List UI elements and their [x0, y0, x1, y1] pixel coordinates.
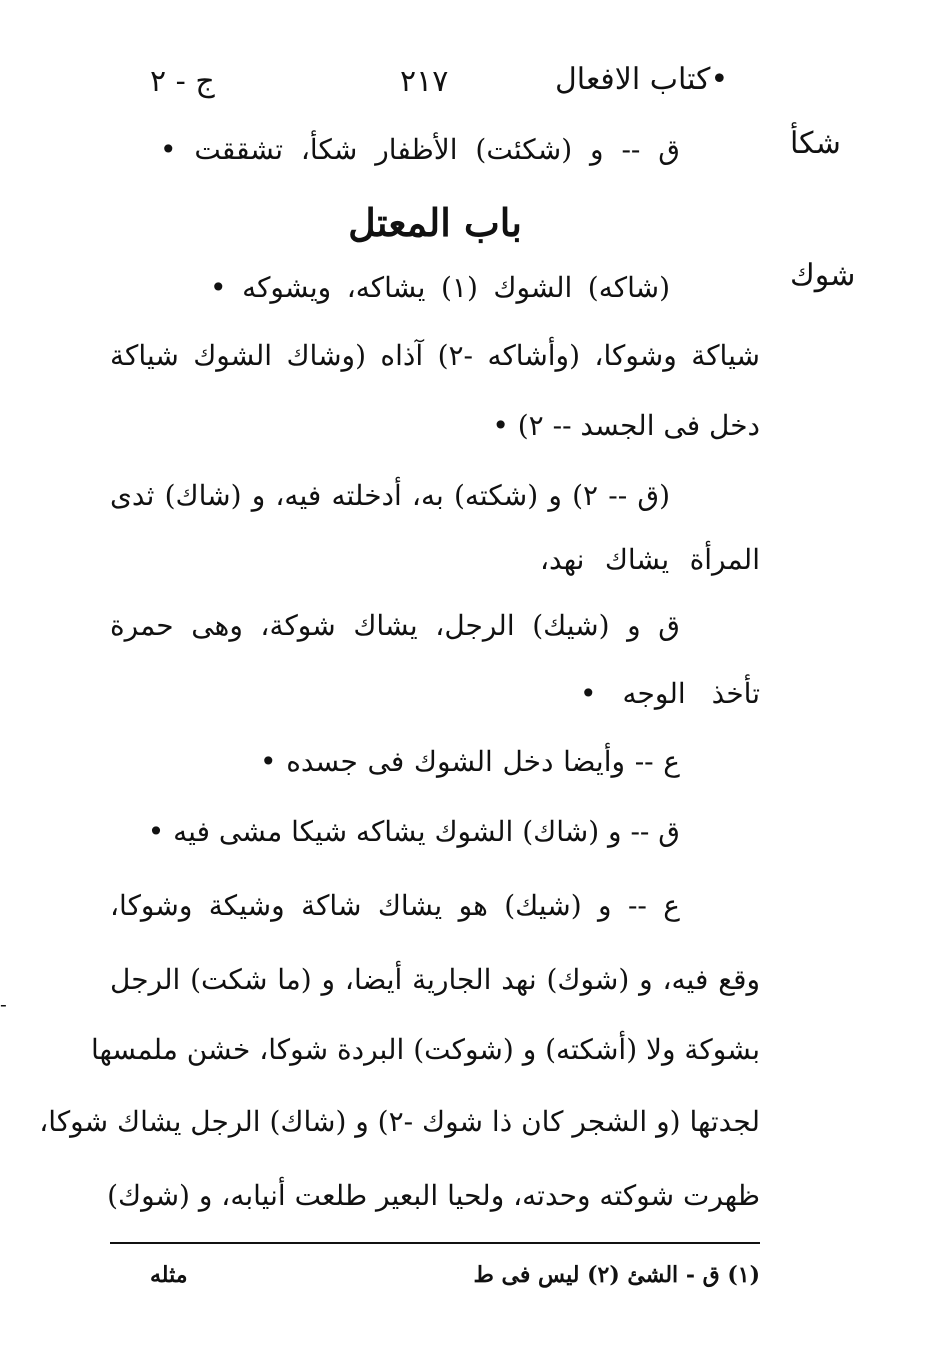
text-line: ظهرت شوكته وحدته، ولحيا البعير طلعت أنيابه، و (شوك): [107, 1179, 760, 1212]
book-title: •كتاب الافعال: [555, 62, 729, 97]
text-line: ع -- و (شيك) هو يشاك شاكة وشيكة وشوكا،: [110, 889, 680, 922]
text-line: لجدتها (و الشجر كان ذا شوك -٢) و (شاك) الرجل يشاك شوكا،: [39, 1105, 760, 1138]
scan-mark: -: [0, 992, 7, 1016]
section-title: باب المعتل: [348, 200, 522, 245]
footnote-text: (١) ق - الشئ (٢) ليس فى ط: [473, 1262, 760, 1288]
volume-label: ج - ٢: [150, 64, 215, 99]
footnote-rule: [110, 1242, 760, 1244]
text-line: وقع فيه، و (شوك) نهد الجارية أيضا، و (ما شكت) الرجل: [110, 963, 760, 996]
text-line: بشوكة ولا (أشكته) و (شوكت) البردة شوكا، خشن ملمسها: [90, 1033, 760, 1066]
text-line: ق -- و (شاك) الشوك يشاكه شيكا مشى فيه •: [147, 815, 680, 848]
text-line: ق -- و (شكئت) الأظفار شكأ، تشققت •: [160, 133, 680, 166]
text-line: شياكة وشوكا، (وأشاكه -٢) آذاه (وشاك الشوك شياكة: [110, 339, 760, 372]
margin-word-shawk: شوك: [790, 258, 856, 293]
page-number: ٢١٧: [400, 64, 449, 99]
text-line: تأخذ الوجه •: [580, 677, 760, 710]
text-line: (ق -- ٢) و (شكته) به، أدخلته فيه، و (شاك) ثدى: [110, 479, 670, 512]
text-line: المرأة يشاك نهد،: [540, 543, 760, 576]
text-line: دخل فى الجسد -- ٢) •: [492, 409, 760, 442]
catchword: مثله: [150, 1262, 188, 1288]
margin-word-shaka: شكأ: [790, 126, 841, 161]
text-line: ق و (شيك) الرجل، يشاك شوكة، وهى حمرة: [110, 609, 680, 642]
text-line: ع -- وأيضا دخل الشوك فى جسده •: [260, 745, 680, 778]
text-line: (شاكه) الشوك (١) يشاكه، ويشوكه •: [210, 271, 670, 304]
